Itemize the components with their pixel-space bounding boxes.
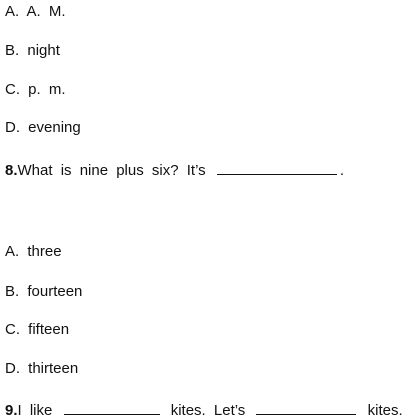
option-letter: D. — [5, 119, 20, 136]
option-letter: A. — [5, 243, 20, 260]
q7-option-b — [5, 42, 60, 60]
option-text: night — [27, 42, 60, 59]
option-letter: A. — [5, 3, 20, 20]
question-9 — [5, 400, 403, 420]
option-text: p. m. — [28, 81, 66, 98]
question-end: . — [339, 162, 344, 179]
option-letter: D. — [5, 360, 20, 377]
question-8 — [5, 160, 344, 180]
question-number: 8. — [5, 162, 18, 179]
q8-option-b — [5, 283, 82, 301]
q7-option-c — [5, 81, 66, 99]
option-text: fifteen — [28, 321, 70, 338]
question-text-part1: I like — [17, 402, 53, 419]
q8-option-c — [5, 321, 69, 339]
option-text: A. M. — [26, 3, 66, 20]
option-text: fourteen — [27, 283, 83, 300]
option-letter: B. — [5, 283, 20, 300]
option-letter: B. — [5, 42, 20, 59]
question-text-part2: kites. Let’s — [170, 402, 246, 419]
option-text: thirteen — [28, 360, 79, 377]
question-text-part3: kites. — [367, 402, 403, 419]
answer-blank[interactable] — [217, 160, 337, 175]
answer-blank-1[interactable] — [64, 400, 160, 415]
option-text: three — [27, 243, 62, 260]
option-text: evening — [28, 119, 81, 136]
question-text: What is nine plus six? It’s — [17, 162, 206, 179]
q7-option-a — [5, 3, 66, 21]
question-number: 9. — [5, 402, 18, 419]
q8-option-d — [5, 360, 78, 378]
option-letter: C. — [5, 321, 20, 338]
q8-option-a — [5, 243, 62, 261]
option-letter: C. — [5, 81, 20, 98]
q7-option-d — [5, 119, 81, 137]
answer-blank-2[interactable] — [256, 400, 356, 415]
